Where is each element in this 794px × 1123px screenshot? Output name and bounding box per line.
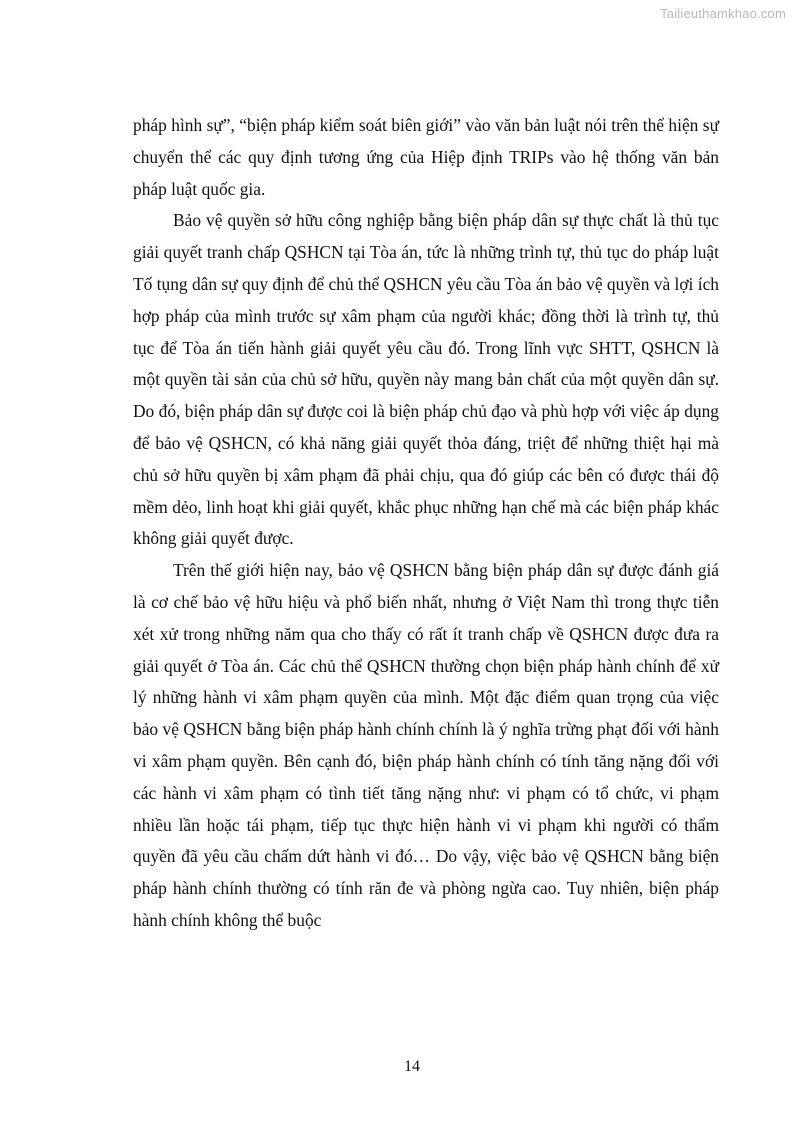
paragraph-continuation: pháp hình sự”, “biện pháp kiểm soát biên giới” vào văn bản luật nói trên thể hiện sự chuyển thể các quy định tương ứng của Hiệp định TRIPs vào hệ thống văn bản pháp luật quốc gia.	[133, 115, 719, 199]
paragraph-civil-measures: Bảo vệ quyền sở hữu công nghiệp bằng biện pháp dân sự thực chất là thủ tục giải quyết tranh chấp QSHCN tại Tòa án, tức là những trình tự, thủ tục do pháp luật Tố tụng dân sự quy định để chủ thể QSHCN yêu cầu Tòa án bảo vệ quyền và lợi ích hợp pháp của mình trước sự xâm phạm của người khác; đồng thời là trình tự, thủ tục để Tòa án tiến hành giải quyết yêu cầu đó. Trong lĩnh vực SHTT, QSHCN là một quyền tài sản của chủ sở hữu, quyền này mang bản chất của một quyền dân sự. Do đó, biện pháp dân sự được coi là biện pháp chủ đạo và phù hợp với việc áp dụng để bảo vệ QSHCN, có khả năng giải quyết thỏa đáng, triệt để những thiệt hại mà chủ sở hữu quyền bị xâm phạm đã phải chịu, qua đó giúp các bên có được thái độ mềm dẻo, linh hoạt khi giải quyết, khắc phục những hạn chế mà các biện pháp khác không giải quyết được.	[133, 210, 719, 549]
paragraph-administrative-measures: Trên thế giới hiện nay, bảo vệ QSHCN bằng biện pháp dân sự được đánh giá là cơ chế bảo vệ hữu hiệu và phổ biến nhất, nhưng ở Việt Nam thì trong thực tiễn xét xử trong những năm qua cho thấy có rất ít tranh chấp về QSHCN được đưa ra giải quyết ở Tòa án. Các chủ thể QSHCN thường chọn biện pháp hành chính để xử lý những hành vi xâm phạm quyền của mình. Một đặc điểm quan trọng của việc bảo vệ QSHCN bằng biện pháp hành chính chính là ý nghĩa trừng phạt đối với hành vi xâm phạm quyền. Bên cạnh đó, biện pháp hành chính có tính tăng nặng đối với các hành vi xâm phạm có tình tiết tăng nặng như: vi phạm có tổ chức, vi phạm nhiều lần hoặc tái phạm, tiếp tục thực hiện hành vi vi phạm khi người có thẩm quyền đã yêu cầu chấm dứt hành vi đó… Do vậy, việc bảo vệ QSHCN bằng biện pháp hành chính thường có tính răn đe và phòng ngừa cao. Tuy nhiên, biện pháp hành chính không thể buộc	[133, 560, 719, 930]
watermark-text: Tailieuthamkhao.com	[660, 6, 786, 21]
page-number: 14	[404, 1058, 420, 1075]
document-body	[133, 110, 719, 937]
